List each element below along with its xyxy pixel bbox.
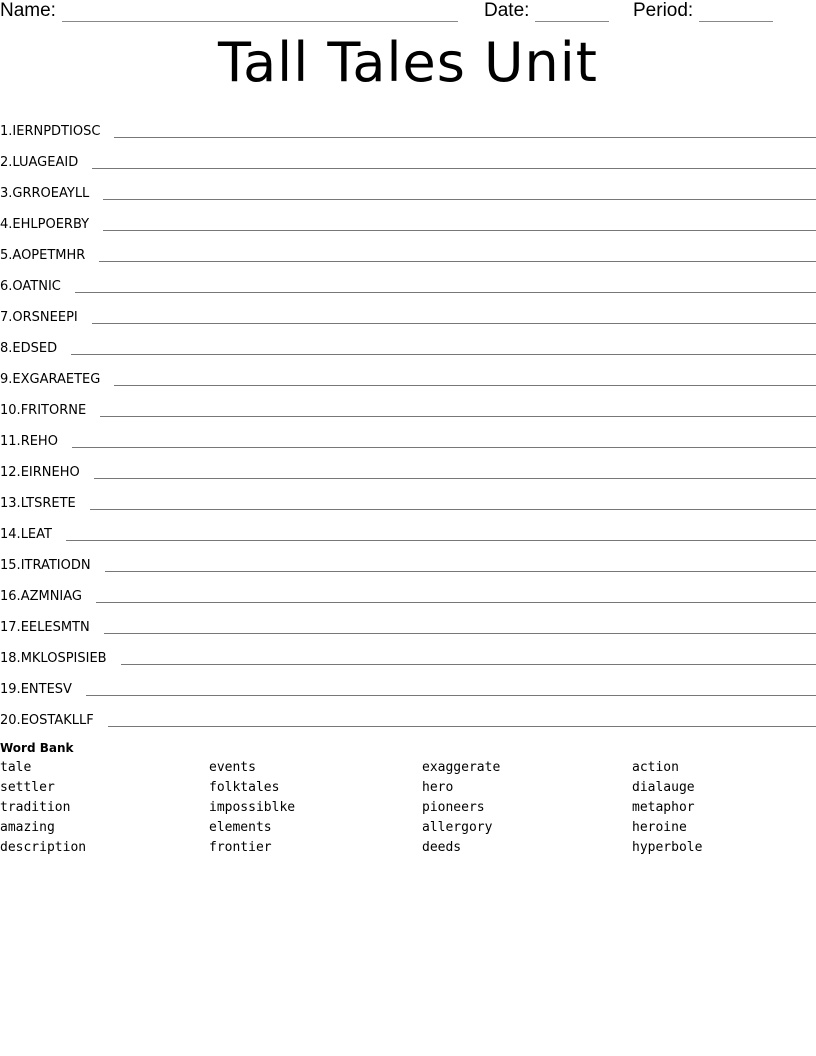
question-row <box>0 108 816 139</box>
question-number: 7. <box>0 310 13 325</box>
question-row <box>0 170 816 201</box>
question-row <box>0 480 816 511</box>
question-number: 4. <box>0 217 13 232</box>
period-label: Period: <box>633 0 694 21</box>
period-field[interactable] <box>633 0 773 22</box>
word-bank-item: heroine <box>632 820 687 835</box>
question-row <box>0 294 816 325</box>
question-row <box>0 139 816 170</box>
question-number: 3. <box>0 186 13 201</box>
question-number: 14. <box>0 527 21 542</box>
word-bank-item: folktales <box>209 780 280 795</box>
question-number: 20. <box>0 713 21 728</box>
answer-line[interactable] <box>114 371 816 386</box>
scrambled-word: EIRNEHO <box>20 465 80 480</box>
scrambled-word: ITRATIODN <box>20 558 91 573</box>
answer-line[interactable] <box>108 712 816 727</box>
answer-line[interactable] <box>66 526 816 541</box>
answer-line[interactable] <box>86 681 816 696</box>
question-number: 2. <box>0 155 13 170</box>
word-bank-column <box>0 758 86 858</box>
word-bank-title: Word Bank <box>0 741 74 755</box>
word-bank-item: exaggerate <box>422 760 501 775</box>
word-bank-item: pioneers <box>422 800 485 815</box>
word-bank-column <box>422 758 500 858</box>
question-number: 12. <box>0 465 21 480</box>
period-line[interactable] <box>699 3 773 22</box>
scrambled-word: GRROEAYLL <box>12 186 90 201</box>
scrambled-word: EOSTAKLLF <box>20 713 94 728</box>
word-bank-item: tradition <box>0 800 71 815</box>
word-bank-item: hyperbole <box>632 840 703 855</box>
word-bank-item: deeds <box>422 840 462 855</box>
question-row <box>0 511 816 542</box>
answer-line[interactable] <box>72 433 816 448</box>
word-bank-item: elements <box>209 820 272 835</box>
word-bank-item: frontier <box>209 840 272 855</box>
name-label: Name: <box>0 0 56 21</box>
scrambled-word: OATNIC <box>12 279 61 294</box>
question-row <box>0 201 816 232</box>
question-number: 17. <box>0 620 21 635</box>
word-bank-item: description <box>0 840 87 855</box>
question-number: 15. <box>0 558 21 573</box>
question-number: 19. <box>0 682 21 697</box>
word-bank-item: events <box>209 760 256 775</box>
question-row <box>0 263 816 294</box>
scrambled-word: EHLPOERBY <box>12 217 90 232</box>
scrambled-word: MKLOSPISIEB <box>20 651 107 666</box>
date-line[interactable] <box>535 3 609 22</box>
question-number: 16. <box>0 589 21 604</box>
scrambled-word: REHO <box>20 434 58 449</box>
scrambled-word: AOPETMHR <box>12 248 86 263</box>
word-bank-column <box>632 758 702 858</box>
date-field[interactable] <box>484 0 609 22</box>
answer-line[interactable] <box>99 247 816 262</box>
answer-line[interactable] <box>96 588 816 603</box>
question-row <box>0 387 816 418</box>
answer-line[interactable] <box>104 619 816 634</box>
word-bank-grid <box>0 758 816 868</box>
answer-line[interactable] <box>92 309 816 324</box>
question-row <box>0 542 816 573</box>
answer-line[interactable] <box>121 650 816 665</box>
word-bank-item: tale <box>0 760 32 775</box>
date-label: Date: <box>484 0 530 21</box>
question-number: 6. <box>0 279 13 294</box>
word-bank <box>0 740 816 868</box>
scrambled-word: FRITORNE <box>20 403 87 418</box>
question-row <box>0 635 816 666</box>
answer-line[interactable] <box>114 123 816 138</box>
question-number: 10. <box>0 403 21 418</box>
question-row <box>0 666 816 697</box>
word-bank-item: metaphor <box>632 800 695 815</box>
scrambled-word: LEAT <box>20 527 52 542</box>
answer-line[interactable] <box>75 278 816 293</box>
scrambled-word: LUAGEAID <box>12 155 79 170</box>
scrambled-word: EXGARAETEG <box>12 372 101 387</box>
question-row <box>0 418 816 449</box>
question-number: 11. <box>0 434 21 449</box>
scrambled-word: EDSED <box>12 341 58 356</box>
scrambled-word: IERNPDTIOSC <box>12 124 101 139</box>
question-row <box>0 697 816 728</box>
question-number: 8. <box>0 341 13 356</box>
name-field[interactable] <box>0 0 458 22</box>
answer-line[interactable] <box>105 557 816 572</box>
word-bank-item: dialauge <box>632 780 695 795</box>
question-row <box>0 232 816 263</box>
page-title: Tall Tales Unit <box>218 31 598 94</box>
question-number: 9. <box>0 372 13 387</box>
scrambled-word: ORSNEEPI <box>12 310 78 325</box>
scrambled-word: AZMNIAG <box>20 589 82 604</box>
question-number: 13. <box>0 496 21 511</box>
word-bank-item: hero <box>422 780 454 795</box>
question-number: 18. <box>0 651 21 666</box>
word-bank-item: action <box>632 760 679 775</box>
word-bank-item: amazing <box>0 820 55 835</box>
scrambled-word: ENTESV <box>20 682 72 697</box>
question-number: 1. <box>0 124 13 139</box>
answer-line[interactable] <box>92 154 816 169</box>
word-bank-item: impossiblke <box>209 800 296 815</box>
answer-line[interactable] <box>94 464 816 479</box>
question-list <box>0 108 816 728</box>
question-row <box>0 325 816 356</box>
question-row <box>0 449 816 480</box>
word-bank-column <box>209 758 295 858</box>
question-row <box>0 356 816 387</box>
question-row <box>0 604 816 635</box>
answer-line[interactable] <box>71 340 816 355</box>
word-bank-item: settler <box>0 780 55 795</box>
word-bank-item: allergory <box>422 820 493 835</box>
answer-line[interactable] <box>90 495 816 510</box>
answer-line[interactable] <box>103 185 816 200</box>
question-number: 5. <box>0 248 13 263</box>
header <box>0 0 816 26</box>
scrambled-word: LTSRETE <box>20 496 76 511</box>
answer-line[interactable] <box>103 216 816 231</box>
name-line[interactable] <box>62 3 458 22</box>
question-row <box>0 573 816 604</box>
answer-line[interactable] <box>100 402 816 417</box>
scrambled-word: EELESMTN <box>20 620 90 635</box>
